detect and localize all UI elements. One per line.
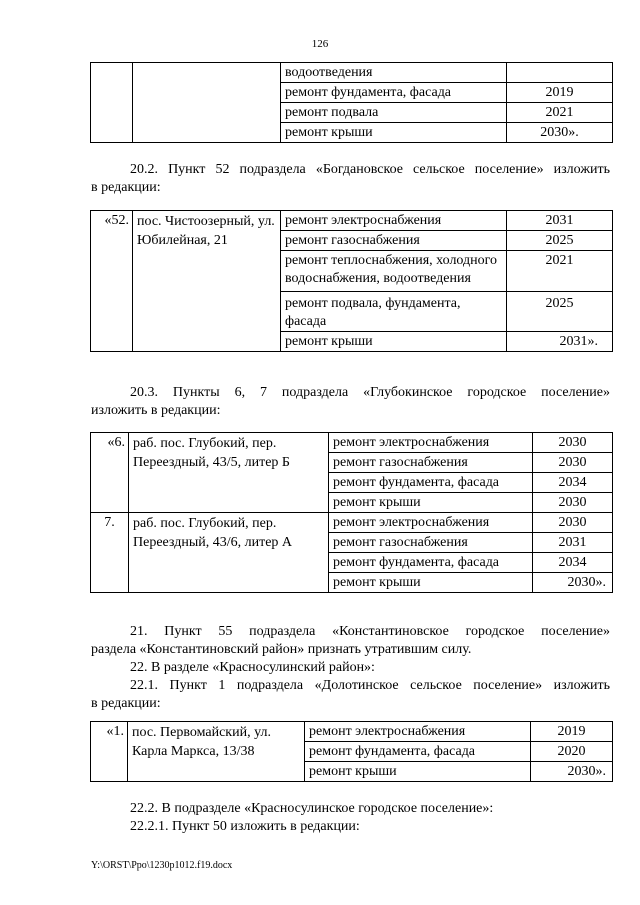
table-cell-year: 2030».	[507, 123, 613, 143]
table-cell-work: ремонт крыши	[281, 332, 507, 352]
table-cell	[133, 63, 281, 143]
table-cell-work: ремонт крыши	[329, 573, 533, 593]
table-item-52	[90, 210, 613, 352]
table-row	[91, 513, 613, 533]
item-address: пос. Чистоозерный, ул. Юбилейная, 21	[133, 211, 281, 352]
table-cell-year: 2030	[533, 493, 613, 513]
paragraph-line: 20.3. Пункты 6, 7 подраздела «Глубокинское городское поселение»	[130, 385, 610, 400]
table-row	[91, 63, 613, 83]
paragraph-22: 22. В разделе «Красносулинский район»:	[130, 660, 375, 675]
paragraph-22-2: 22.2. В подразделе «Красносулинское городское поселение»:	[130, 801, 494, 816]
paragraph-22-2-1: 22.2.1. Пункт 50 изложить в редакции:	[130, 819, 360, 834]
table-cell-work: ремонт газоснабжения	[329, 533, 533, 553]
table-cell-work: ремонт фундамента, фасада	[281, 83, 507, 103]
table-cell-work: ремонт теплоснабжения, холодного водоснабжения, водоотведения	[281, 251, 507, 292]
item-number: «6.	[91, 433, 129, 513]
paragraph-20-3	[91, 384, 610, 420]
table-cell-year: 2034	[533, 473, 613, 493]
footer-file-path: Y:\ORST\Ppo\1230p1012.f19.docx	[91, 860, 233, 871]
table-cell-year	[507, 63, 613, 83]
paragraph-line: 22.1. Пункт 1 подраздела «Долотинское сельское поселение» изложить	[130, 678, 610, 693]
table-cell-work: ремонт фундамента, фасада	[305, 742, 531, 762]
item-address: раб. пос. Глубокий, пер. Переездный, 43/6, литер А	[129, 513, 329, 593]
table-cell-year: 2034	[533, 553, 613, 573]
table-row	[91, 722, 613, 742]
table-cell-work: ремонт крыши	[329, 493, 533, 513]
table-cell-year: 2030	[533, 453, 613, 473]
table-cell	[91, 63, 133, 143]
table-cell-work: ремонт крыши	[281, 123, 507, 143]
item-number: «1.	[91, 722, 128, 782]
table-continuation	[90, 62, 613, 143]
table-cell-work: ремонт подвала	[281, 103, 507, 123]
item-number: 7.	[91, 513, 129, 593]
table-cell-year: 2021	[507, 103, 613, 123]
table-row	[91, 211, 613, 231]
paragraph-line: раздела «Константиновский район» признать утратившим силу.	[91, 642, 472, 657]
table-cell-work: ремонт фундамента, фасада	[329, 553, 533, 573]
table-cell-year: 2030	[533, 513, 613, 533]
paragraph-21	[91, 623, 610, 659]
table-cell-year: 2020	[531, 742, 613, 762]
table-cell-work: водоотведения	[281, 63, 507, 83]
table-cell-year: 2030	[533, 433, 613, 453]
table-cell-work: ремонт газоснабжения	[281, 231, 507, 251]
paragraph-20-2	[91, 161, 610, 197]
table-cell-year: 2030».	[533, 573, 613, 593]
table-cell-work: ремонт крыши	[305, 762, 531, 782]
table-cell-year: 2019	[507, 83, 613, 103]
paragraph-line: изложить в редакции:	[91, 403, 221, 418]
table-cell-work: ремонт газоснабжения	[329, 453, 533, 473]
page-number: 126	[311, 38, 329, 50]
table-items-6-7	[90, 432, 613, 593]
table-cell-year: 2021	[507, 251, 613, 292]
table-cell-year: 2030».	[531, 762, 613, 782]
paragraph-line: в редакции:	[91, 696, 161, 711]
table-cell-work: ремонт электроснабжения	[329, 513, 533, 533]
paragraph-line: 21. Пункт 55 подраздела «Константиновское городское поселение»	[130, 624, 610, 639]
table-cell-work: ремонт электроснабжения	[281, 211, 507, 231]
table-cell-year: 2019	[531, 722, 613, 742]
table-cell-year: 2025	[507, 231, 613, 251]
paragraph-22-1	[91, 677, 610, 713]
table-cell-year: 2031».	[507, 332, 613, 352]
item-number: «52.	[91, 211, 133, 352]
table-cell-work: ремонт подвала, фундамента, фасада	[281, 292, 507, 332]
table-cell-work: ремонт электроснабжения	[329, 433, 533, 453]
paragraph-line: в редакции:	[91, 180, 161, 195]
table-row	[91, 433, 613, 453]
table-cell-work: ремонт электроснабжения	[305, 722, 531, 742]
item-address: раб. пос. Глубокий, пер. Переездный, 43/5, литер Б	[129, 433, 329, 513]
table-item-1	[90, 721, 613, 782]
item-address: пос. Первомайский, ул. Карла Маркса, 13/38	[128, 722, 305, 782]
table-cell-work: ремонт фундамента, фасада	[329, 473, 533, 493]
table-cell-year: 2025	[507, 292, 613, 332]
paragraph-line: 20.2. Пункт 52 подраздела «Богдановское сельское поселение» изложить	[130, 162, 610, 177]
table-cell-year: 2031	[533, 533, 613, 553]
table-cell-year: 2031	[507, 211, 613, 231]
